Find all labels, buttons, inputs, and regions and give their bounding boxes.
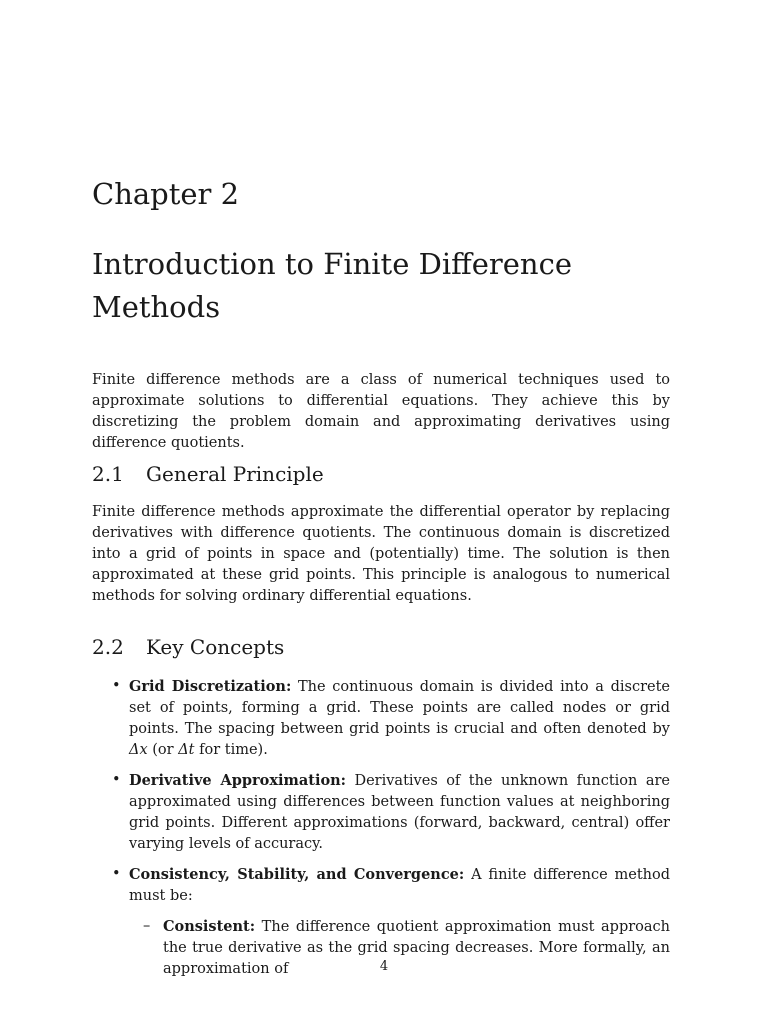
- chapter-label: Chapter 2: [92, 177, 240, 211]
- intro-paragraph: Finite difference methods are a class of numerical techniques used to approximate solutions to differential equations. They achieve this by discretizing the problem domain and approximating derivatives using difference quotients.: [92, 372, 670, 451]
- section-title: Key Concepts: [146, 635, 285, 659]
- section-title: General Principle: [146, 462, 324, 486]
- list-item-text: A finite difference method must be:: [129, 867, 670, 904]
- section-2-1-paragraph: Finite difference methods approximate the differential operator by replacing derivatives with difference quotients. The continuous domain is discretized into a grid of points in space and (potentially) time. The solution is then approximated at these grid points. This principle is analogous to numerical methods for solving ordinary differential equations.: [92, 504, 670, 604]
- list-item-text: for time).: [194, 742, 268, 758]
- list-item-term: Consistency, Stability, and Convergence:: [129, 866, 465, 883]
- section-number: 2.2: [92, 635, 124, 659]
- section-heading-2-2: [92, 633, 284, 661]
- section-heading-2-1: [92, 460, 324, 488]
- sub-list-item-text: The difference quotient approximation must approach the true derivative as the grid spacing decreases. More formally, an approximation of: [163, 919, 670, 977]
- bullet-icon: •: [112, 772, 121, 788]
- key-concepts-list: [92, 676, 670, 989]
- bullet-icon: •: [112, 678, 121, 694]
- math-symbol: Δx: [129, 742, 148, 758]
- list-item-text: Derivatives of the unknown function are approximated using differences between function values at neighboring grid points. Different approximations (forward, backward, central) offer varying levels of accuracy.: [129, 773, 670, 852]
- list-item-text: The continuous domain is divided into a discrete set of points, forming a grid. These points are called nodes or grid points. The spacing between grid points is crucial and often denoted by: [129, 679, 670, 737]
- sub-list-item-term: Consistent:: [163, 918, 256, 935]
- chapter-title: Introduction to Finite Difference Methods: [92, 247, 572, 324]
- list-item-term: Derivative Approximation:: [129, 772, 347, 789]
- bullet-icon: •: [112, 866, 121, 882]
- list-item: [92, 770, 670, 855]
- section-number: 2.1: [92, 462, 124, 486]
- dash-icon: –: [143, 918, 151, 934]
- list-item-text: (or: [147, 742, 179, 758]
- math-symbol: Δt: [178, 742, 195, 758]
- list-item: [92, 676, 670, 761]
- page-number: 4: [379, 959, 389, 974]
- list-item-term: Grid Discretization:: [129, 678, 292, 695]
